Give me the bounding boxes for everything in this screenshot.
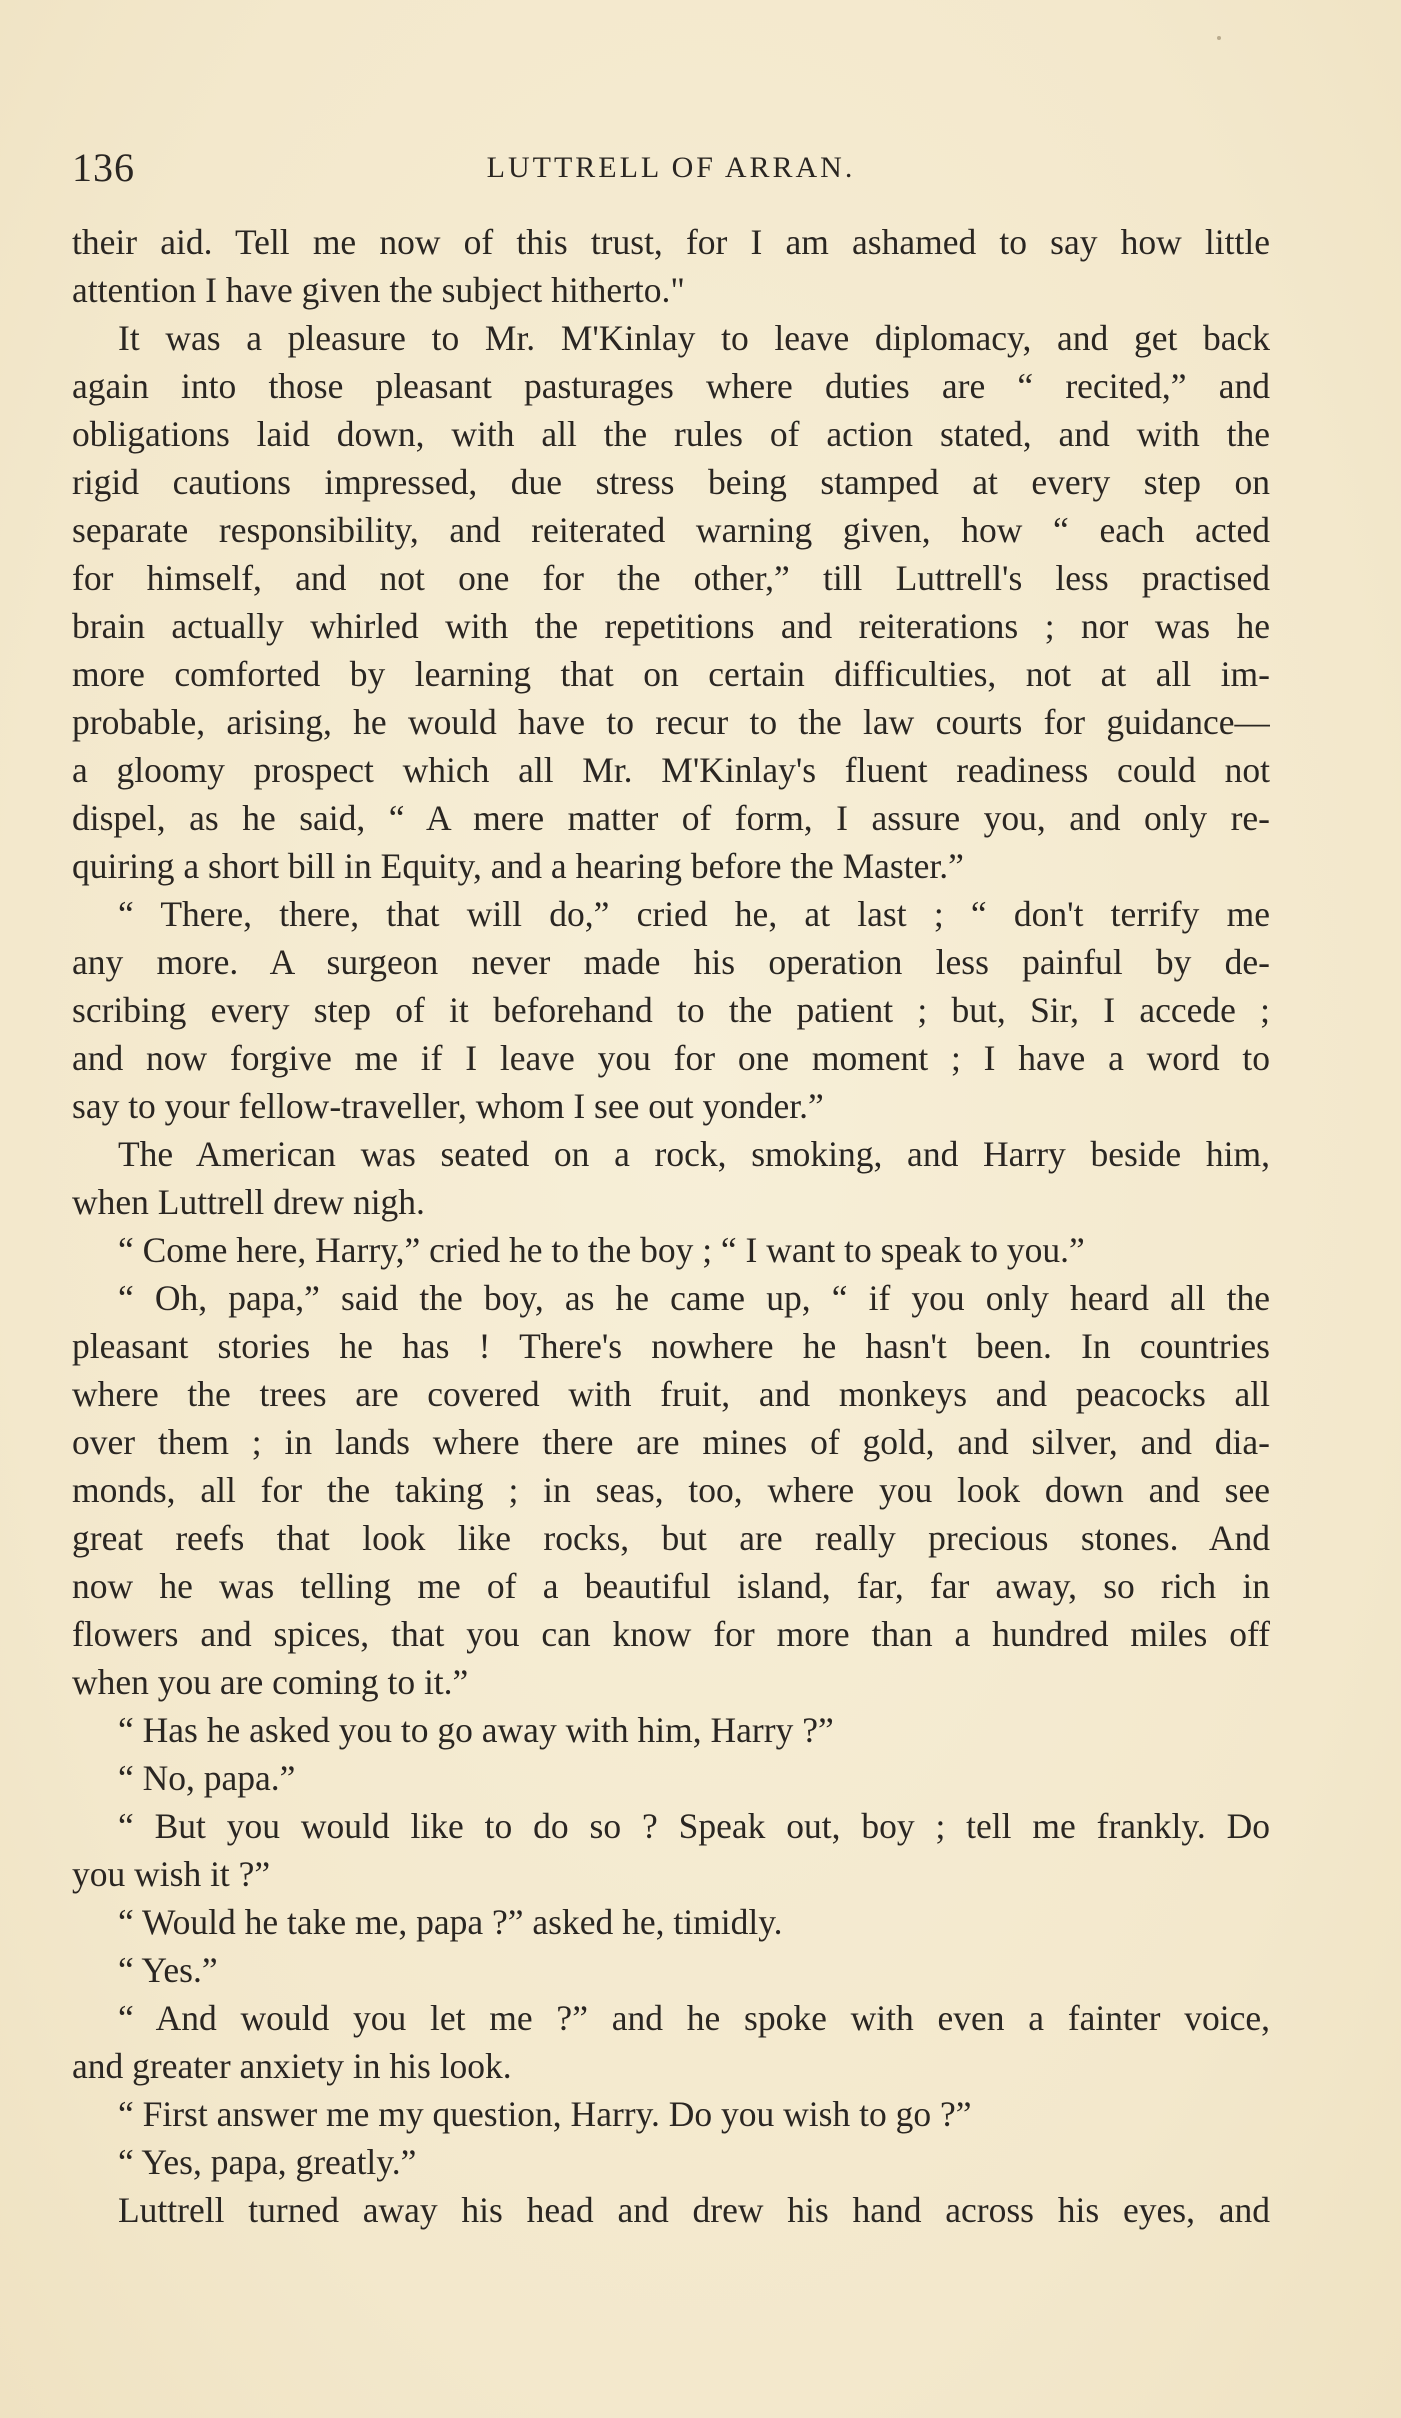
text-line: obligations laid down, with all the rules of action stated, and with the xyxy=(72,414,1270,454)
paragraph xyxy=(72,218,1270,314)
text-line: a gloomy prospect which all Mr. M'Kinlay's fluent readiness could not xyxy=(72,750,1270,790)
text-line: It was a pleasure to Mr. M'Kinlay to leave diplomacy, and get back xyxy=(118,318,1270,358)
text-line: again into those pleasant pasturages where duties are “ recited,” and xyxy=(72,366,1270,406)
text-line: their aid. Tell me now of this trust, for I am ashamed to say how little xyxy=(72,222,1270,262)
paragraph xyxy=(72,314,1270,890)
paragraph xyxy=(72,1754,1270,1802)
text-line: “ Would he take me, papa ?” asked he, timidly. xyxy=(118,1902,783,1942)
text-line: “ No, papa.” xyxy=(118,1758,296,1798)
text-line: say to your fellow-traveller, whom I see out yonder.” xyxy=(72,1086,824,1126)
paragraph xyxy=(72,1946,1270,1994)
paragraph xyxy=(72,1898,1270,1946)
running-head: LUTTRELL OF ARRAN. xyxy=(486,151,856,184)
text-line: flowers and spices, that you can know for more than a hundred miles off xyxy=(72,1614,1270,1654)
text-line: “ Yes, papa, greatly.” xyxy=(118,2142,417,2182)
text-line: “ First answer me my question, Harry. Do you wish to go ?” xyxy=(118,2094,972,2134)
paragraph xyxy=(72,1274,1270,1706)
text-line: scribing every step of it beforehand to the patient ; but, Sir, I accede ; xyxy=(72,990,1270,1030)
paragraph xyxy=(72,1226,1270,1274)
text-line: over them ; in lands where there are mines of gold, and silver, and dia- xyxy=(72,1422,1270,1462)
page-number: 136 xyxy=(72,145,135,190)
text-line: quiring a short bill in Equity, and a hearing before the Master.” xyxy=(72,846,964,886)
text-line: pleasant stories he has ! There's nowhere he hasn't been. In countries xyxy=(72,1326,1270,1366)
paragraph xyxy=(72,1706,1270,1754)
text-line: attention I have given the subject hitherto." xyxy=(72,270,685,310)
text-line: when Luttrell drew nigh. xyxy=(72,1182,425,1222)
paragraph xyxy=(72,2186,1270,2234)
text-line: Luttrell turned away his head and drew his hand across his eyes, and xyxy=(118,2190,1270,2230)
text-line: “ And would you let me ?” and he spoke with even a fainter voice, xyxy=(118,1998,1270,2038)
text-line: “ Oh, papa,” said the boy, as he came up, “ if you only heard all the xyxy=(118,1278,1270,1318)
text-line: any more. A surgeon never made his operation less painful by de- xyxy=(72,942,1270,982)
text-line: when you are coming to it.” xyxy=(72,1662,469,1702)
paragraph xyxy=(72,1802,1270,1898)
page-header xyxy=(72,143,1270,193)
text-line: “ But you would like to do so ? Speak out, boy ; tell me frankly. Do xyxy=(118,1806,1270,1846)
text-line: probable, arising, he would have to recur to the law courts for guidance— xyxy=(72,702,1270,742)
text-line: more comforted by learning that on certain difficulties, not at all im- xyxy=(72,654,1270,694)
text-line: “ Has he asked you to go away with him, Harry ?” xyxy=(118,1710,834,1750)
text-line: now he was telling me of a beautiful island, far, far away, so rich in xyxy=(72,1566,1270,1606)
text-line: and now forgive me if I leave you for one moment ; I have a word to xyxy=(72,1038,1270,1078)
paper-speck xyxy=(1217,36,1221,40)
text-line: and greater anxiety in his look. xyxy=(72,2046,512,2086)
body-text xyxy=(72,218,1270,2234)
text-line: great reefs that look like rocks, but are really precious stones. And xyxy=(72,1518,1270,1558)
text-line: “ Come here, Harry,” cried he to the boy ; “ I want to speak to you.” xyxy=(118,1230,1085,1270)
text-line: “ Yes.” xyxy=(118,1950,218,1990)
paragraph xyxy=(72,1130,1270,1226)
text-line: “ There, there, that will do,” cried he, at last ; “ don't terrify me xyxy=(118,894,1270,934)
text-line: brain actually whirled with the repetitions and reiterations ; nor was he xyxy=(72,606,1270,646)
paragraph xyxy=(72,2138,1270,2186)
paragraph xyxy=(72,1994,1270,2090)
text-line: where the trees are covered with fruit, and monkeys and peacocks all xyxy=(72,1374,1270,1414)
text-line: you wish it ?” xyxy=(72,1854,271,1894)
text-line: for himself, and not one for the other,” till Luttrell's less practised xyxy=(72,558,1270,598)
text-line: separate responsibility, and reiterated warning given, how “ each acted xyxy=(72,510,1270,550)
paragraph xyxy=(72,2090,1270,2138)
text-line: The American was seated on a rock, smoking, and Harry beside him, xyxy=(118,1134,1270,1174)
text-line: dispel, as he said, “ A mere matter of form, I assure you, and only re- xyxy=(72,798,1270,838)
paragraph xyxy=(72,890,1270,1130)
text-line: rigid cautions impressed, due stress being stamped at every step on xyxy=(72,462,1270,502)
text-line: monds, all for the taking ; in seas, too, where you look down and see xyxy=(72,1470,1270,1510)
